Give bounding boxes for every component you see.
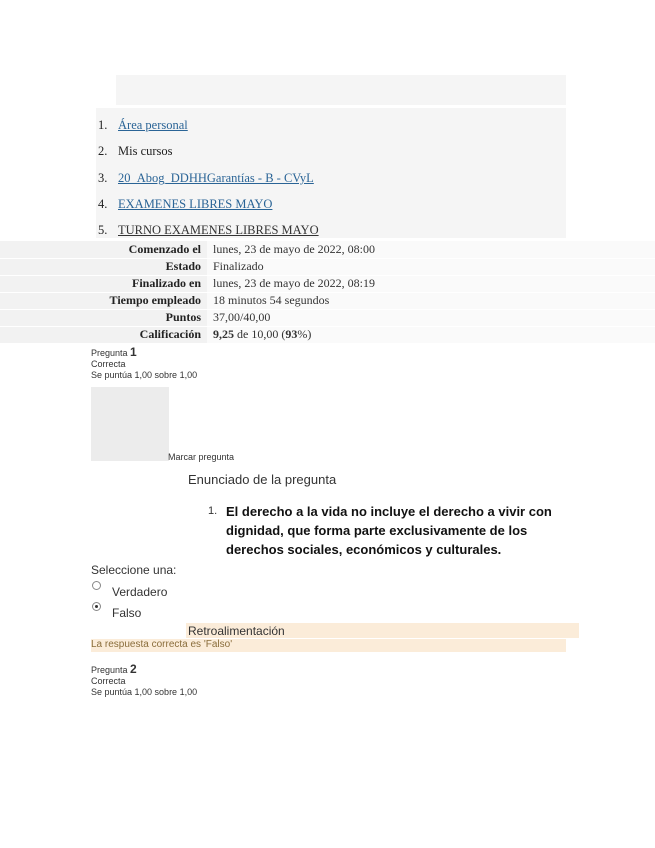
feedback-heading: Retroalimentación — [188, 624, 285, 638]
summary-label: Calificación — [0, 326, 207, 343]
summary-value: 37,00/40,00 — [207, 309, 655, 326]
breadcrumb-link-course[interactable]: 20_Abog_DDHHGarantías - B - CVyL — [118, 171, 314, 185]
summary-label: Puntos — [0, 309, 207, 326]
question-1-number-line — [91, 347, 197, 359]
question-number: 2 — [130, 662, 137, 676]
breadcrumb-item-course[interactable] — [96, 171, 566, 191]
correct-answer-text: La respuesta correcta es 'Falso' — [91, 639, 233, 650]
attempt-summary-table — [0, 241, 655, 344]
summary-row-started — [0, 241, 655, 258]
summary-row-points — [0, 309, 655, 326]
breadcrumb — [96, 108, 566, 238]
question-status: Correcta — [91, 359, 126, 369]
breadcrumb-item-mis-cursos[interactable] — [96, 144, 566, 164]
breadcrumb-number: 5. — [98, 223, 108, 237]
summary-value: lunes, 23 de mayo de 2022, 08:19 — [207, 275, 655, 292]
summary-label: Tiempo empleado — [0, 292, 207, 309]
grade-end: %) — [297, 327, 312, 341]
summary-value: lunes, 23 de mayo de 2022, 08:00 — [207, 241, 655, 258]
breadcrumb-number: 2. — [98, 144, 108, 158]
breadcrumb-number: 4. — [98, 197, 108, 211]
breadcrumb-link-area-personal[interactable]: Área personal — [118, 118, 188, 132]
breadcrumb-number: 3. — [98, 171, 108, 185]
answer-label: Verdadero — [112, 585, 168, 599]
question-2-info — [91, 664, 197, 698]
question-label: Pregunta — [91, 348, 128, 358]
breadcrumb-item-area-personal[interactable] — [96, 118, 566, 138]
grade-percent: 93 — [285, 327, 298, 341]
question-score: Se puntúa 1,00 sobre 1,00 — [91, 370, 198, 380]
question-status: Correcta — [91, 676, 126, 686]
select-prompt: Seleccione una: — [91, 563, 177, 577]
top-bar — [116, 75, 566, 105]
question-score: Se puntúa 1,00 sobre 1,00 — [91, 687, 198, 697]
question-text: El derecho a la vida no incluye el derecho a vivir con dignidad, que forma parte exclusivamente de los derechos sociales, económicos y culturales. — [226, 504, 552, 557]
grade-score: 9,25 — [213, 327, 234, 341]
question-1-info — [91, 347, 197, 381]
breadcrumb-item-examenes[interactable] — [96, 197, 566, 217]
question-list-number: 1. — [208, 505, 218, 517]
breadcrumb-number: 1. — [98, 118, 108, 132]
question-statement-heading: Enunciado de la pregunta — [188, 472, 337, 487]
summary-row-time — [0, 292, 655, 309]
grade-mid: de 10,00 ( — [234, 327, 286, 341]
breadcrumb-link-turno[interactable]: TURNO EXAMENES LIBRES MAYO — [118, 223, 319, 237]
question-2-number-line — [91, 664, 197, 676]
question-number: 1 — [130, 345, 137, 359]
summary-value — [207, 326, 655, 343]
summary-row-finished — [0, 275, 655, 292]
answer-label: Falso — [112, 606, 142, 620]
breadcrumb-link-mis-cursos[interactable]: Mis cursos — [118, 144, 173, 158]
question-info-box — [91, 387, 169, 461]
summary-label: Estado — [0, 258, 207, 275]
summary-label: Comenzado el — [0, 241, 207, 258]
summary-row-state — [0, 258, 655, 275]
summary-row-grade — [0, 326, 655, 343]
summary-value: 18 minutos 54 segundos — [207, 292, 655, 309]
breadcrumb-link-examenes[interactable]: EXAMENES LIBRES MAYO — [118, 197, 273, 211]
question-label: Pregunta — [91, 665, 128, 675]
summary-value: Finalizado — [207, 258, 655, 275]
radio-icon[interactable] — [92, 581, 101, 590]
summary-label: Finalizado en — [0, 275, 207, 292]
radio-checked-icon[interactable] — [92, 602, 101, 611]
breadcrumb-item-turno[interactable] — [96, 223, 566, 243]
flag-question-link[interactable]: Marcar pregunta — [168, 452, 235, 462]
